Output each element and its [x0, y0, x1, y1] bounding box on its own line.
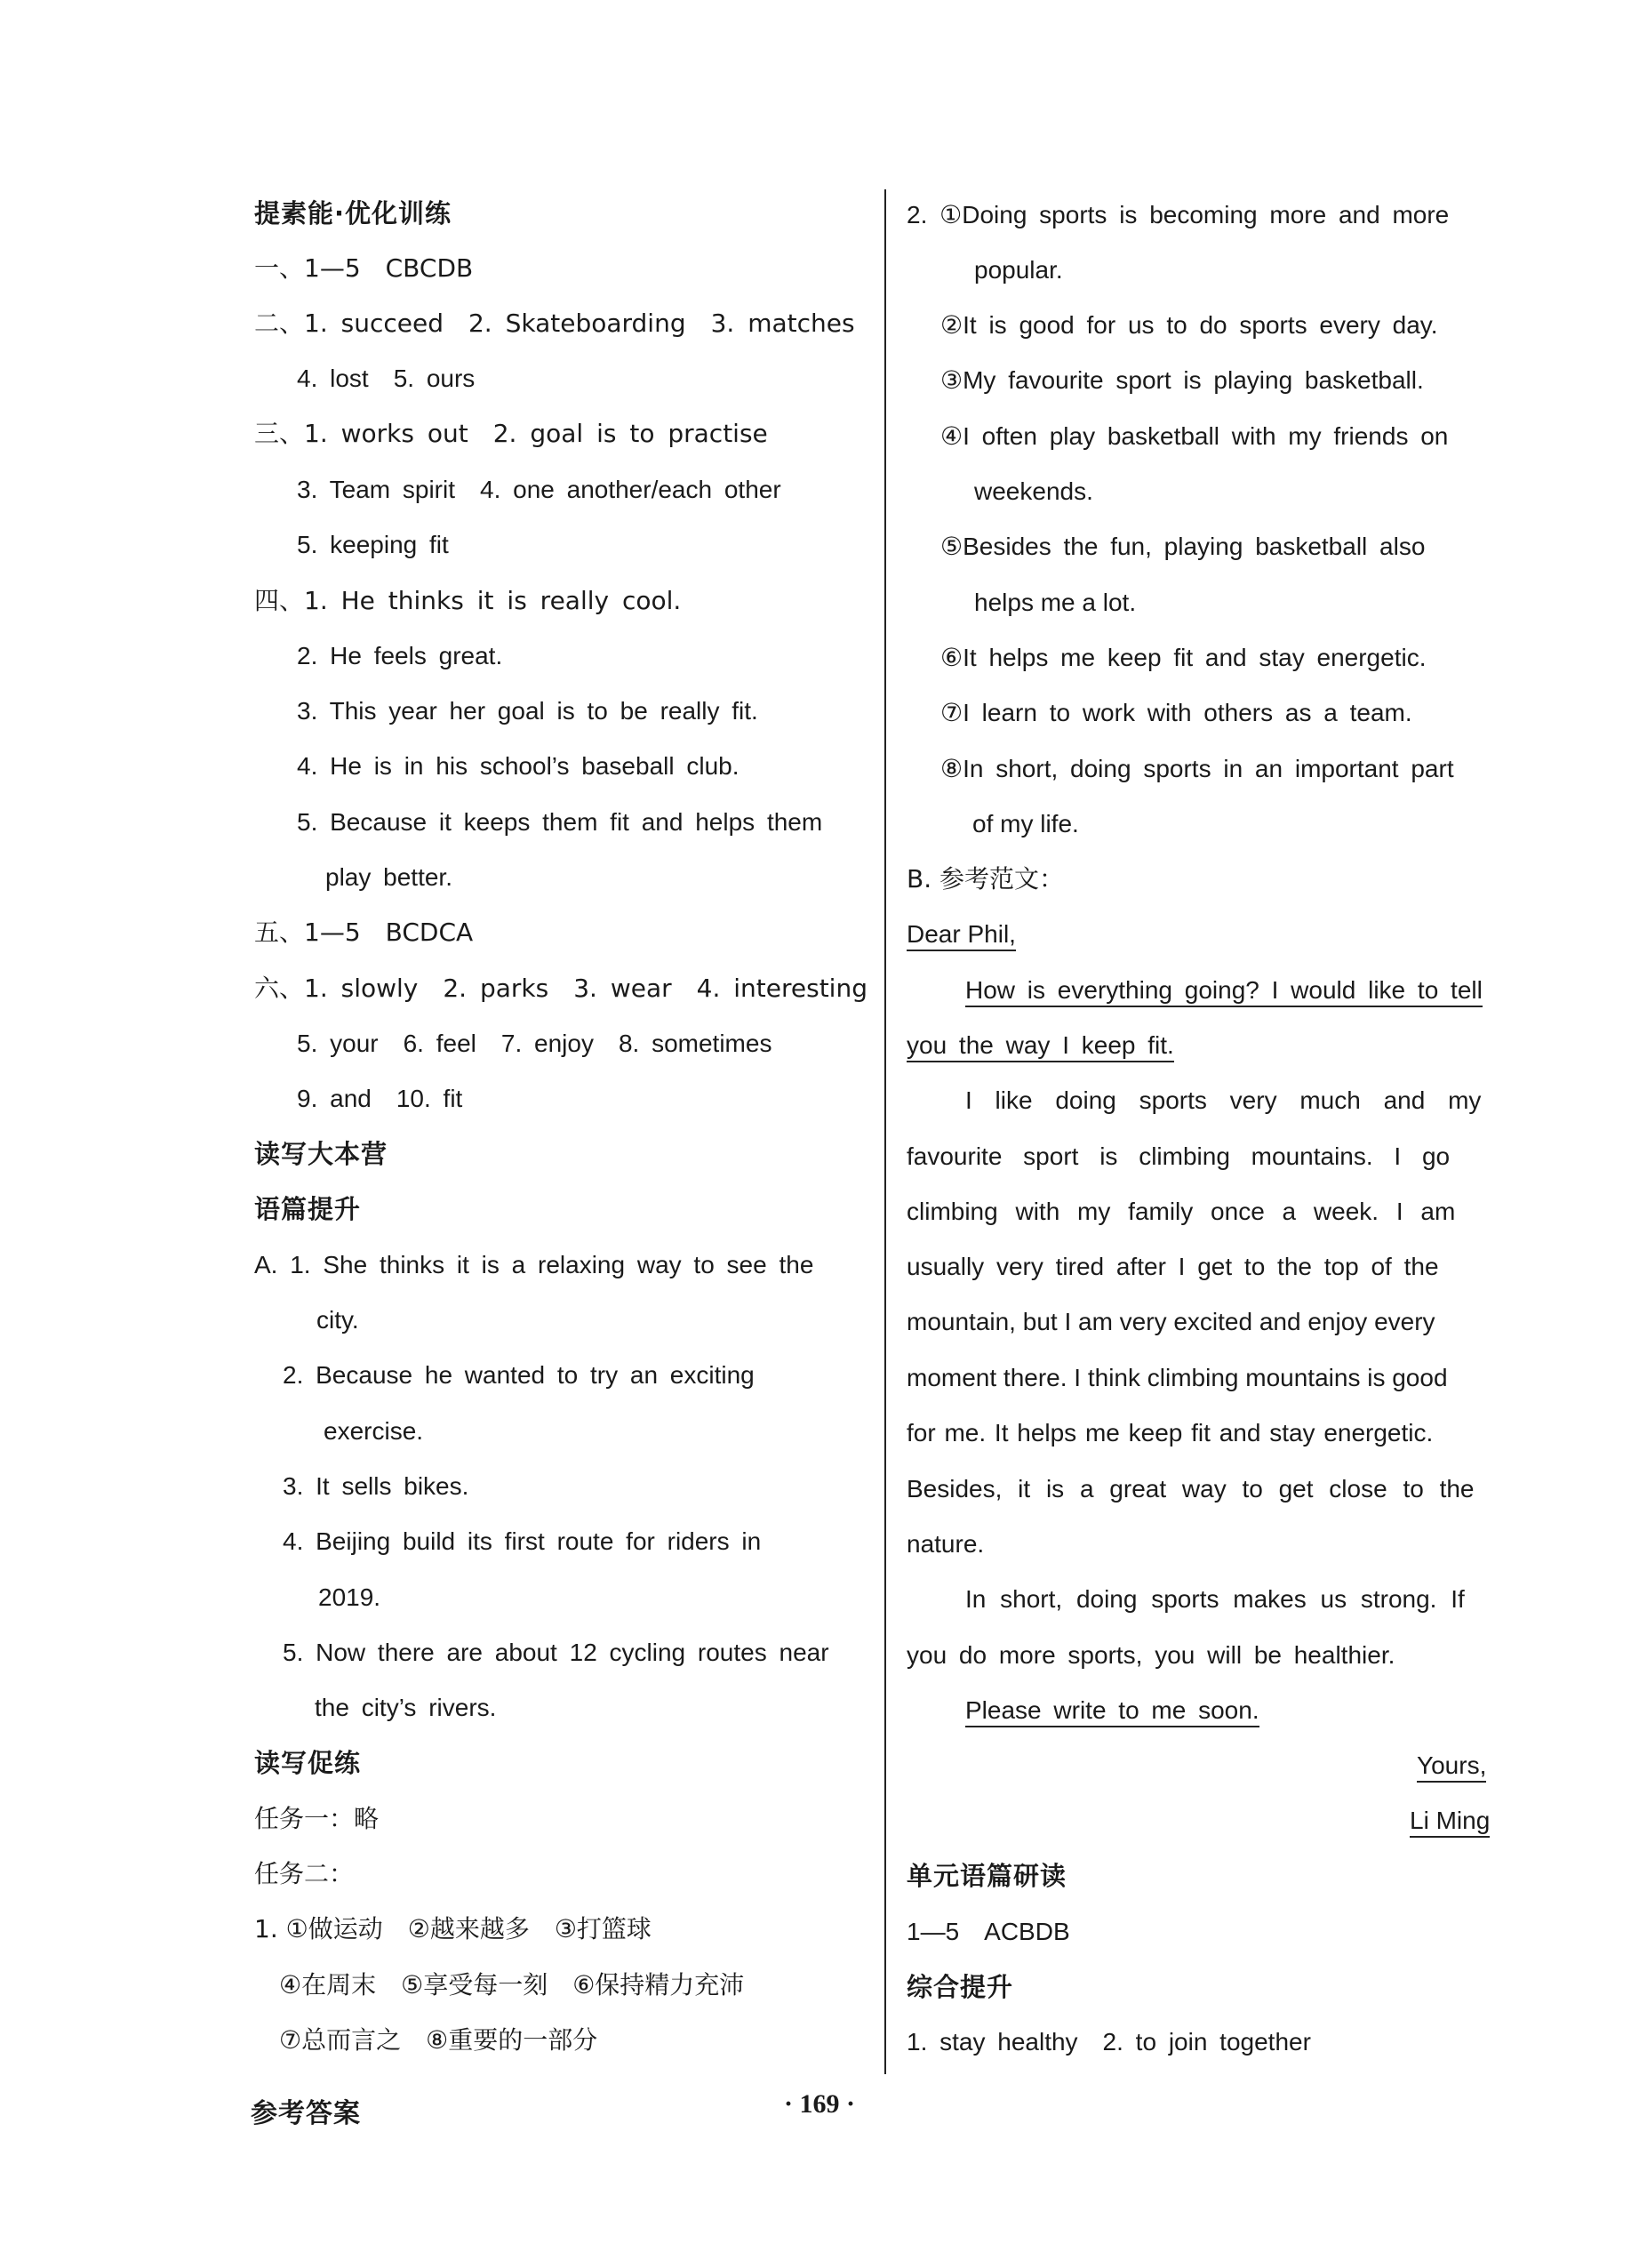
section-heading: B. 参考范文：	[907, 864, 1065, 894]
answer-line: A. 1. She thinks it is a relaxing way to see the	[254, 1251, 814, 1278]
answer-line: 4. Beijing build its first route for riders in	[283, 1527, 762, 1555]
answer-line: 2. ①Doing sports is becoming more and more	[907, 201, 1450, 228]
answer-line: 四、1. He thinks it is really cool.	[254, 586, 682, 615]
letter-line: Besides, it is a great way to get close to the	[907, 1475, 1475, 1503]
answer-line: helps me a lot.	[974, 589, 1137, 616]
answer-line: 2019.	[318, 1583, 381, 1611]
answer-line: ③My favourite sport is playing basketball.	[940, 366, 1424, 394]
answer-line: 三、1. works out 2. goal is to practise	[254, 419, 768, 448]
letter-line: nature.	[907, 1530, 985, 1558]
letter-line: favourite sport is climbing mountains. I go	[907, 1142, 1451, 1170]
answer-line: 4. He is in his school’s baseball club.	[297, 752, 740, 780]
answer-line: play better.	[325, 863, 452, 891]
answer-line: the city’s rivers.	[315, 1694, 497, 1721]
letter-line: How is everything going? I would like to tell	[965, 973, 1483, 1008]
answer-line: weekends.	[974, 477, 1093, 505]
answer-line: 5. keeping fit	[297, 531, 449, 558]
answer-line: 任务二：	[254, 1859, 355, 1888]
answer-line: ②It is good for us to do sports every day.	[940, 311, 1438, 339]
letter-line: Please write to me soon.	[965, 1693, 1259, 1728]
answer-line: of my life.	[972, 810, 1079, 837]
answer-line: ④在周末 ⑤享受每一刻 ⑥保持精力充沛	[279, 1970, 745, 2000]
answer-line: 1—5 ACBDB	[907, 1918, 1070, 1945]
answer-line: ⑦总而言之 ⑧重要的一部分	[279, 2025, 598, 2055]
answer-line: 5. your 6. feel 7. enjoy 8. sometimes	[297, 1030, 772, 1057]
answer-line: 五、1—5 BCDCA	[254, 918, 474, 947]
answer-line: ⑥It helps me keep fit and stay energetic.	[940, 644, 1427, 671]
answer-line: popular.	[974, 256, 1063, 284]
footer-label: 参考答案	[251, 2098, 361, 2129]
letter-line: mountain, but I am very excited and enjoy every	[907, 1308, 1435, 1335]
answer-line: ④I often play basketball with my friends on	[940, 422, 1449, 450]
letter-line: moment there. I think climbing mountains is good	[907, 1364, 1448, 1391]
answer-line: city.	[316, 1306, 359, 1334]
letter-signature: Li Ming	[1410, 1803, 1490, 1839]
answer-line: ⑧In short, doing sports in an important part	[940, 755, 1454, 782]
answer-line: 3. Team spirit 4. one another/each other	[297, 476, 781, 503]
letter-line: I like doing sports very much and my	[965, 1086, 1482, 1114]
letter-closing: Yours,	[1417, 1748, 1486, 1783]
section-heading: 综合提升	[907, 1972, 1014, 2002]
answer-line: 一、1—5 CBCDB	[254, 253, 474, 283]
letter-line: climbing with my family once a week. I am	[907, 1198, 1456, 1225]
letter-greeting: Dear Phil,	[907, 917, 1016, 952]
answer-line: ⑦I learn to work with others as a team.	[940, 699, 1412, 726]
answer-line: 5. Because it keeps them fit and helps them	[297, 808, 823, 836]
letter-line: usually very tired after I get to the top of the	[907, 1253, 1439, 1280]
section-heading: 读写大本营	[254, 1139, 388, 1169]
letter-line: you the way I keep fit.	[907, 1028, 1174, 1063]
page-number: · 169 ·	[783, 2089, 855, 2119]
answer-line: 1. ①做运动 ②越来越多 ③打篮球	[254, 1914, 652, 1943]
answer-line: 二、1. succeed 2. Skateboarding 3. matches	[254, 309, 855, 338]
answer-line: 2. Because he wanted to try an exciting	[283, 1361, 755, 1389]
answer-line: ⑤Besides the fun, playing basketball also	[940, 533, 1426, 560]
answer-line: 1. stay healthy 2. to join together	[907, 2028, 1311, 2056]
section-heading: 语篇提升	[254, 1194, 362, 1224]
answer-line: 2. He feels great.	[297, 642, 503, 669]
letter-line: for me. It helps me keep fit and stay energetic.	[907, 1419, 1434, 1447]
answer-line: 5. Now there are about 12 cycling routes near	[283, 1639, 829, 1666]
answer-line: 六、1. slowly 2. parks 3. wear 4. interesting	[254, 974, 867, 1003]
letter-line: In short, doing sports makes us strong. If	[965, 1585, 1465, 1613]
answer-line: 4. lost 5. ours	[297, 365, 476, 392]
column-divider	[884, 189, 886, 2074]
section-heading: 单元语篇研读	[907, 1861, 1067, 1891]
section-heading: 读写促练	[254, 1748, 362, 1778]
section-heading: 提素能·优化训练	[254, 198, 452, 228]
answer-line: 3. This year her goal is to be really fit.	[297, 697, 758, 725]
letter-line: you do more sports, you will be healthier.	[907, 1641, 1395, 1669]
answer-line: 任务一：略	[254, 1804, 380, 1833]
answer-line: 3. It sells bikes.	[283, 1472, 469, 1500]
answer-line: 9. and 10. fit	[297, 1085, 463, 1112]
answer-line: exercise.	[324, 1417, 424, 1445]
